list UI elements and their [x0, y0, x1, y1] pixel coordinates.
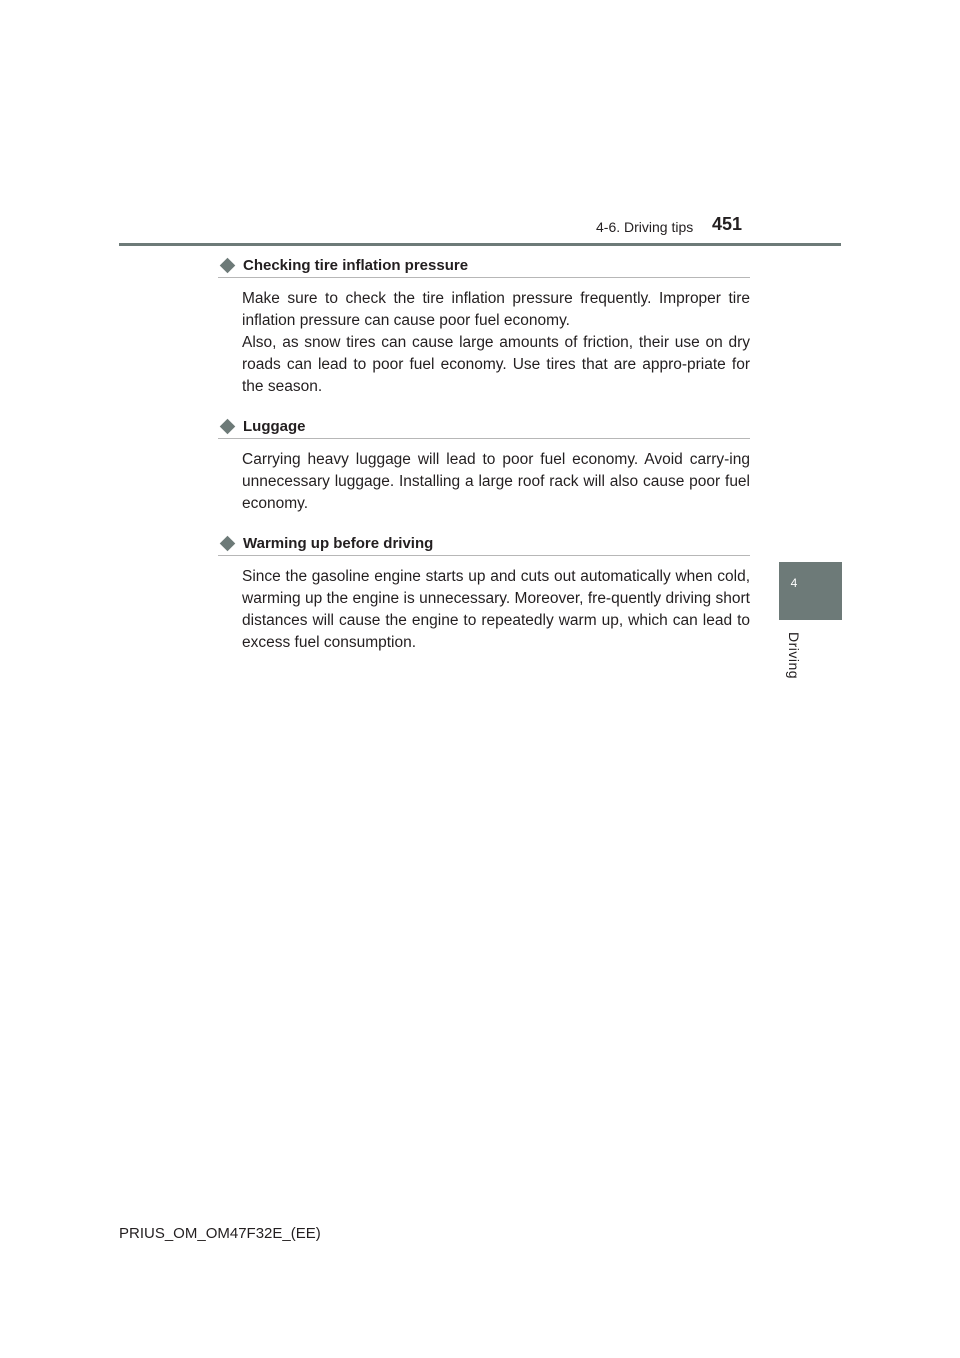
body-paragraph: Make sure to check the tire inflation pressure frequently. Improper tire inflation pressure can cause poor fuel economy.: [242, 290, 750, 329]
body-paragraph: Also, as snow tires can cause large amounts of friction, their use on dry roads can lead to poor fuel economy. Use tires that are appro-priate for the season.: [242, 334, 750, 395]
footer-document-code: PRIUS_OM_OM47F32E_(EE): [119, 1225, 321, 1242]
page-number: 451: [712, 214, 743, 234]
section-body: [242, 449, 750, 515]
section-luggage: [218, 415, 750, 515]
diamond-bullet-icon: [220, 257, 236, 273]
section-heading-text: Checking tire inflation pressure: [243, 256, 469, 274]
chapter-side-label: Driving: [786, 632, 802, 680]
header-rule: [119, 243, 841, 246]
section-body: [242, 288, 750, 398]
section-heading: [218, 532, 750, 556]
chapter-tab-number: 4: [790, 576, 798, 590]
section-heading-text: Warming up before driving: [243, 534, 434, 552]
header-section-title: 4-6. Driving tips: [596, 219, 694, 235]
diamond-bullet-icon: [220, 418, 236, 434]
page-content: [218, 254, 750, 654]
body-paragraph: Carrying heavy luggage will lead to poor fuel economy. Avoid carry-ing unnecessary luggage. Installing a large roof rack will also cause poor fuel economy.: [242, 451, 750, 512]
chapter-tab: [779, 562, 842, 620]
section-body: [242, 566, 750, 654]
body-paragraph: Since the gasoline engine starts up and cuts out automatically when cold, warming up the engine is unnecessary. Moreover, fre-quently driving short distances will cause the engine to repeatedly warm up, which can lead to excess fuel consumption.: [242, 568, 750, 651]
section-tire-pressure: [218, 254, 750, 398]
section-heading-text: Luggage: [243, 417, 306, 435]
diamond-bullet-icon: [220, 535, 236, 551]
section-warming-up: [218, 532, 750, 654]
section-heading: [218, 415, 750, 439]
section-heading: [218, 254, 750, 278]
